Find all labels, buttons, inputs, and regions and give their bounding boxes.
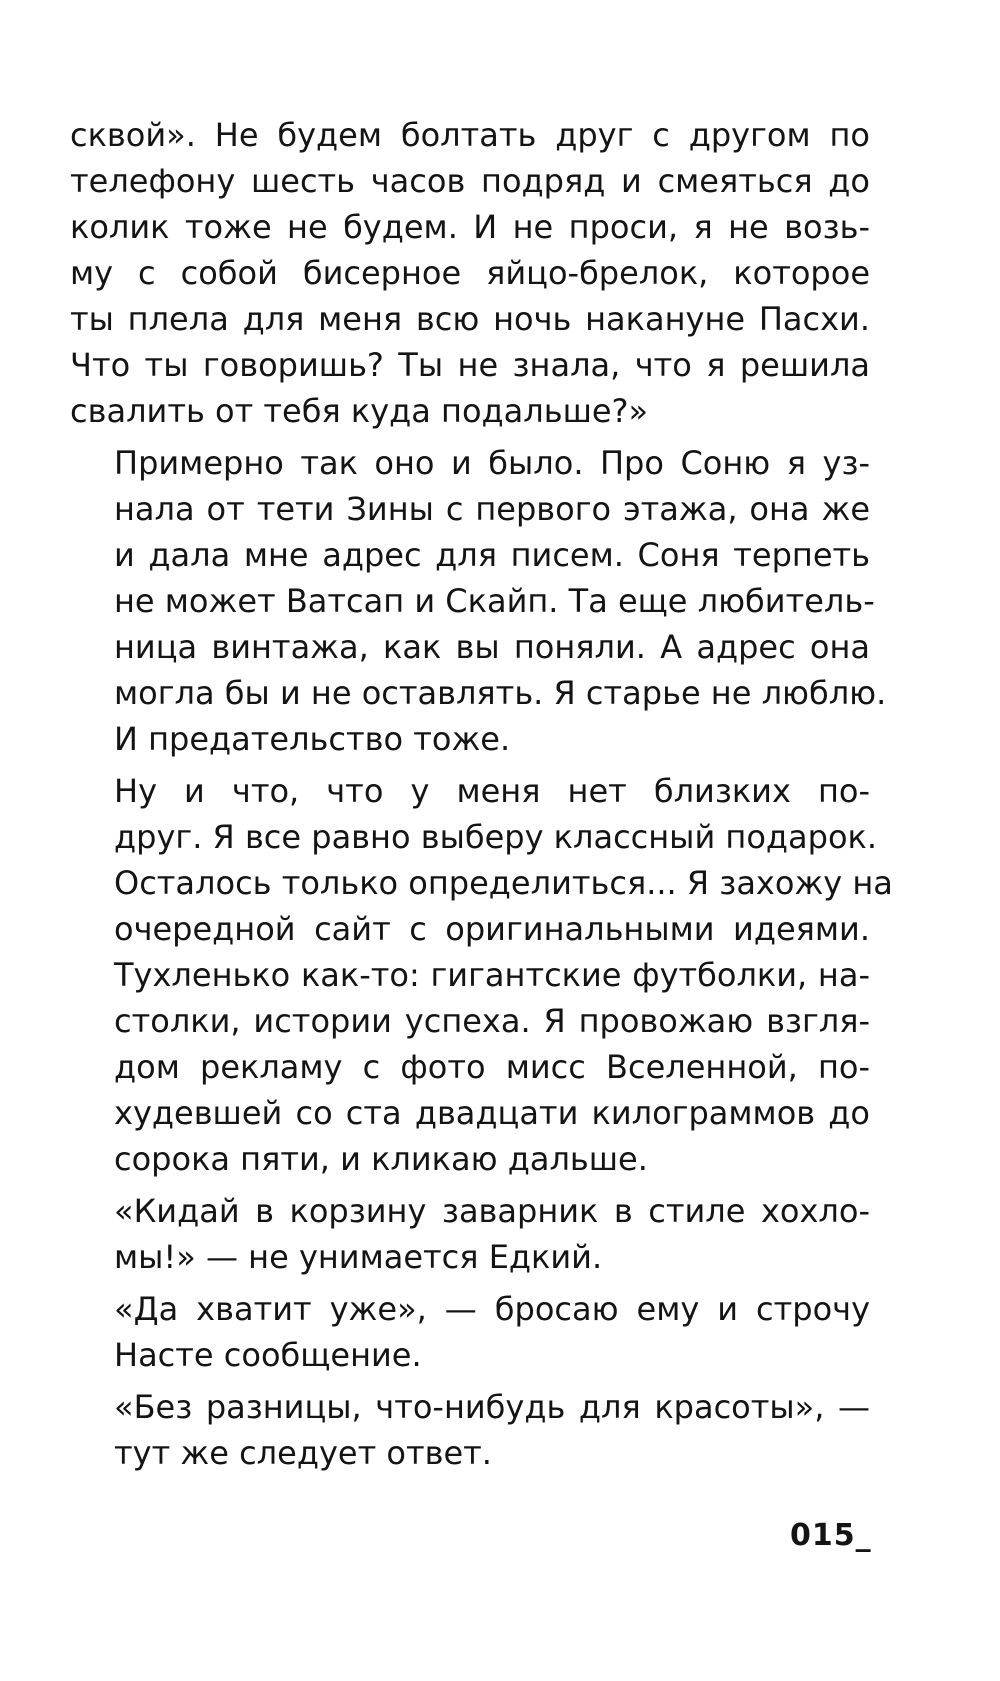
text-line: свалить от тебя куда подальше?» <box>70 392 649 430</box>
paragraph-5 <box>70 1286 870 1378</box>
paragraph-6 <box>70 1384 870 1476</box>
text-line: «Без разницы, что-нибудь для красоты», — <box>114 1388 870 1426</box>
text-line: мы!» — не унимается Едкий. <box>114 1238 603 1276</box>
text-line: столки, истории успеха. Я провожаю взгля- <box>114 1002 870 1040</box>
text-line: Тухленько как-то: гигантские футболки, на- <box>114 956 870 994</box>
text-line: Насте сообщение. <box>114 1336 422 1374</box>
paragraph-4 <box>70 1188 870 1280</box>
text-line: нала от тети Зины с первого этажа, она же <box>114 490 870 528</box>
text-line: могла бы и не оставлять. Я старье не люблю. <box>114 674 887 712</box>
text-line: ница винтажа, как вы поняли. А адрес она <box>114 628 870 666</box>
text-line: И предательство тоже. <box>114 720 511 758</box>
text-line: му с собой бисерное яйцо-брелок, которое <box>70 254 870 292</box>
paragraph-3 <box>70 768 893 1182</box>
text-line: сорока пяти, и кликаю дальше. <box>114 1140 648 1178</box>
page-number: 015_ <box>790 1518 872 1553</box>
text-line: «Да хватит уже», — бросаю ему и строчу <box>114 1290 870 1328</box>
text-line: очередной сайт с оригинальными идеями. <box>114 910 870 948</box>
text-line: ты плела для меня всю ночь накануне Пасхи. <box>70 300 870 338</box>
text-line: худевшей со ста двадцати килограммов до <box>114 1094 870 1132</box>
text-line: друг. Я все равно выберу классный подарок. <box>114 818 878 856</box>
text-line: колик тоже не будем. И не проси, я не возь- <box>70 208 870 246</box>
text-line: сквой». Не будем болтать друг с другом по <box>70 116 870 154</box>
text-line: тут же следует ответ. <box>114 1434 492 1472</box>
text-line: Примерно так оно и было. Про Соню я уз- <box>114 444 870 482</box>
paragraph-1 <box>70 112 870 434</box>
text-line: Ну и что, что у меня нет близких по- <box>114 772 870 810</box>
text-line: дом рекламу с фото мисс Вселенной, по- <box>114 1048 870 1086</box>
text-line: телефону шесть часов подряд и смеяться до <box>70 162 870 200</box>
text-line: Что ты говоришь? Ты не знала, что я решила <box>70 346 870 384</box>
text-line: и дала мне адрес для писем. Соня терпеть <box>114 536 870 574</box>
text-line: не может Ватсап и Скайп. Та еще любитель- <box>114 582 875 620</box>
text-line: «Кидай в корзину заварник в стиле хохло- <box>114 1192 870 1230</box>
paragraph-2 <box>70 440 887 762</box>
text-line: Осталось только определиться... Я захожу на <box>114 864 893 902</box>
body-text <box>70 112 893 1482</box>
